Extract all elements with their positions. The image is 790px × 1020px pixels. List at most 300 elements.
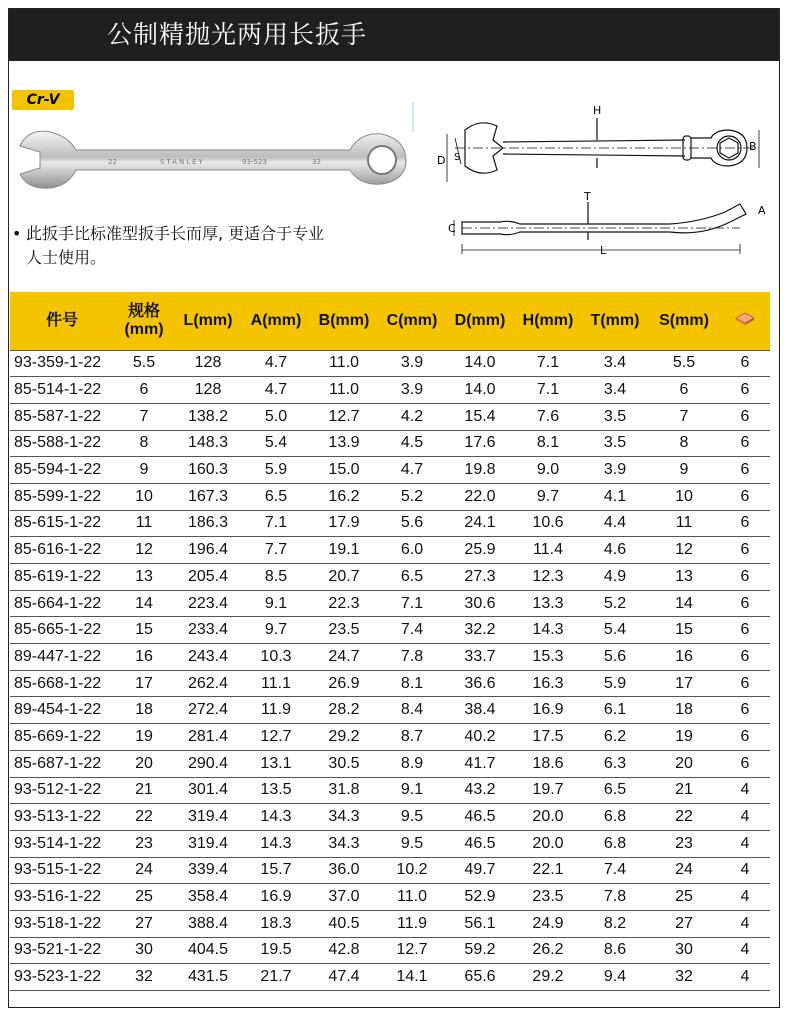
table-cell: 15.3 [532,647,564,665]
table-cell: 8 [139,434,149,452]
table-row [10,537,770,564]
table-cell: 6 [740,701,750,719]
table-cell: 17.5 [532,727,564,745]
table-cell: 85-599-1-22 [14,487,102,505]
table-cell: 27 [135,914,153,932]
table-cell: 9.5 [400,808,424,826]
table-cell: 319.4 [187,834,229,852]
table-cell: 19.5 [260,941,292,959]
table-row [10,483,770,510]
table-cell: 6.5 [603,781,627,799]
table-cell: 6 [679,381,689,399]
table-row [10,937,770,964]
table-cell: 5.4 [264,434,288,452]
table-row [10,910,770,937]
table-cell: 13 [675,567,693,585]
table-cell: 47.4 [328,968,360,986]
table-cell: 9 [679,461,689,479]
table-cell: 12 [135,541,153,559]
table-cell: 17.9 [328,514,360,532]
table-cell: 7.1 [264,514,288,532]
table-row [10,884,770,911]
table-cell: 9.1 [400,781,424,799]
table-cell: 5.6 [400,514,424,532]
label-a: A [758,204,766,217]
table-cell: 11.1 [261,674,291,692]
table-row [10,350,770,377]
table-cell: 13 [135,567,153,585]
table-cell: 243.4 [187,647,229,665]
table-cell: 85-514-1-22 [14,381,102,399]
table-cell: 3.5 [603,434,627,452]
label-b: B [749,140,757,153]
table-cell: 20.7 [328,567,360,585]
table-cell: 3.5 [603,407,627,425]
table-cell: 17.6 [464,434,496,452]
table-cell: 11.4 [533,541,563,559]
table-cell: 404.5 [187,941,229,959]
table-cell: 7 [139,407,149,425]
table-row [10,830,770,857]
table-cell: 18.6 [532,754,564,772]
table-cell: 6 [740,621,750,639]
table-cell: 15.4 [464,407,496,425]
table-cell: 272.4 [187,701,229,719]
table-cell: 186.3 [187,514,229,532]
table-cell: 10 [135,487,153,505]
table-cell: 6 [740,727,750,745]
table-cell: 19.1 [328,541,360,559]
table-cell: 10 [675,487,693,505]
table-cell: 4 [740,888,750,906]
table-cell: 20.0 [532,808,564,826]
wrench-marking-brand: STANLEY [160,158,205,166]
table-cell: 40.2 [464,727,496,745]
table-cell: 33.7 [464,647,496,665]
col-header-b: B(mm) [318,311,370,329]
table-cell: 8.2 [603,914,627,932]
table-cell: 9.4 [603,968,627,986]
table-cell: 6.5 [400,567,424,585]
table-cell: 93-359-1-22 [14,354,102,372]
wrench-marking-left: 22 [108,158,117,166]
table-cell: 6 [740,647,750,665]
table-cell: 5.2 [603,594,627,612]
table-cell: 16.9 [260,888,292,906]
table-cell: 10.3 [260,647,292,665]
table-cell: 20 [135,754,153,772]
table-cell: 13.3 [532,594,564,612]
table-cell: 85-668-1-22 [14,674,102,692]
table-cell: 9.7 [536,487,560,505]
table-cell: 6 [740,674,750,692]
table-cell: 5.2 [400,487,424,505]
table-cell: 30.5 [328,754,360,772]
table-cell: 16.9 [532,701,564,719]
table-cell: 24.9 [532,914,564,932]
table-row [10,724,770,751]
table-cell: 4 [740,941,750,959]
table-header-row [10,292,770,350]
divider-line [412,102,414,132]
table-cell: 11 [135,514,153,532]
table-cell: 9.0 [536,461,560,479]
label-s: S [454,152,461,163]
table-cell: 21.7 [260,968,292,986]
table-cell: 25.9 [464,541,496,559]
table-cell: 4 [740,808,750,826]
col-header-h: H(mm) [522,311,574,329]
table-cell: 30.6 [464,594,496,612]
table-cell: 196.4 [187,541,229,559]
table-cell: 85-615-1-22 [14,514,102,532]
table-cell: 93-515-1-22 [14,861,102,879]
table-cell: 24 [675,861,693,879]
table-cell: 8.9 [400,754,424,772]
table-cell: 13.9 [328,434,360,452]
table-cell: 12.3 [532,567,564,585]
spec-table [10,292,770,991]
table-cell: 11.9 [397,914,427,932]
table-cell: 17 [135,674,153,692]
label-h: H [593,104,602,117]
table-cell: 93-514-1-22 [14,834,102,852]
table-row [10,644,770,671]
table-cell: 16.2 [328,487,360,505]
table-cell: 5.4 [603,621,627,639]
description-line-2: 人士使用。 [26,248,107,267]
table-cell: 40.5 [328,914,360,932]
table-cell: 6.1 [603,701,627,719]
table-cell: 18 [135,701,153,719]
table-cell: 6 [740,381,750,399]
table-cell: 12 [675,541,693,559]
table-row [10,804,770,831]
table-cell: 7.4 [400,621,424,639]
table-cell: 3.9 [400,381,424,399]
table-cell: 339.4 [187,861,229,879]
table-cell: 4.7 [264,381,288,399]
table-cell: 148.3 [187,434,229,452]
table-cell: 5.0 [264,407,288,425]
table-cell: 6 [740,594,750,612]
table-cell: 85-669-1-22 [14,727,102,745]
table-cell: 358.4 [187,888,229,906]
table-cell: 85-616-1-22 [14,541,102,559]
table-cell: 4.6 [603,541,627,559]
table-cell: 6.0 [400,541,424,559]
table-cell: 8.7 [400,727,424,745]
table-row [10,617,770,644]
table-cell: 4.2 [400,407,424,425]
table-cell: 138.2 [187,407,229,425]
table-row [10,857,770,884]
table-cell: 262.4 [187,674,229,692]
table-row [10,777,770,804]
table-cell: 7.1 [536,381,560,399]
table-cell: 17 [675,674,693,692]
table-cell: 34.3 [328,808,360,826]
table-cell: 38.4 [464,701,496,719]
table-cell: 15.0 [328,461,360,479]
table-cell: 16.3 [532,674,564,692]
table-cell: 93-513-1-22 [14,808,102,826]
table-cell: 93-523-1-22 [14,968,102,986]
table-cell: 26.2 [532,941,564,959]
table-row [10,510,770,537]
table-cell: 24 [135,861,153,879]
table-cell: 41.7 [464,754,496,772]
table-cell: 19 [675,727,693,745]
table-row [10,403,770,430]
table-cell: 85-619-1-22 [14,567,102,585]
table-cell: 6 [740,354,750,372]
table-cell: 14.0 [464,381,496,399]
table-cell: 85-588-1-22 [14,434,102,452]
table-cell: 23.5 [532,888,564,906]
table-cell: 10.2 [396,861,428,879]
table-cell: 11.0 [329,381,359,399]
table-row [10,564,770,591]
table-cell: 128 [194,381,222,399]
table-cell: 15.7 [260,861,292,879]
table-cell: 34.3 [328,834,360,852]
table-cell: 36.6 [464,674,496,692]
table-cell: 8 [679,434,689,452]
table-cell: 11.9 [261,701,291,719]
table-cell: 11 [675,514,693,532]
table-cell: 56.1 [464,914,496,932]
table-cell: 15 [135,621,153,639]
table-cell: 12.7 [396,941,428,959]
table-cell: 30 [135,941,153,959]
table-cell: 431.5 [187,968,229,986]
table-cell: 27 [675,914,693,932]
table-cell: 20 [675,754,693,772]
table-cell: 93-516-1-22 [14,888,102,906]
table-cell: 18 [675,701,693,719]
table-cell: 9 [139,461,149,479]
wrench-side-view-diagram [440,192,775,262]
table-cell: 14.3 [532,621,564,639]
table-cell: 11.0 [397,888,427,906]
table-cell: 3.4 [603,381,627,399]
table-cell: 6.3 [603,754,627,772]
table-cell: 85-664-1-22 [14,594,102,612]
wrench-top-view-diagram [425,100,775,195]
table-cell: 42.8 [328,941,360,959]
table-cell: 6 [740,461,750,479]
table-cell: 30 [675,941,693,959]
table-cell: 14.3 [260,808,292,826]
table-cell: 22.1 [532,861,564,879]
table-cell: 89-454-1-22 [14,701,102,719]
table-cell: 9.7 [264,621,288,639]
table-cell: 37.0 [328,888,360,906]
table-cell: 85-687-1-22 [14,754,102,772]
table-cell: 27.3 [464,567,496,585]
table-cell: 5.6 [603,647,627,665]
table-cell: 65.6 [464,968,496,986]
table-cell: 3.9 [400,354,424,372]
table-cell: 6.8 [603,834,627,852]
table-cell: 8.1 [400,674,424,692]
wrench-marking-model: 93-523 [242,158,267,166]
table-cell: 6 [740,407,750,425]
table-cell: 10.6 [532,514,564,532]
table-cell: 85-594-1-22 [14,461,102,479]
table-cell: 32 [675,968,693,986]
table-cell: 7 [679,407,689,425]
table-cell: 19 [135,727,153,745]
table-cell: 4 [740,861,750,879]
table-cell: 233.4 [187,621,229,639]
table-cell: 13.5 [260,781,292,799]
table-cell: 301.4 [187,781,229,799]
col-header-a: A(mm) [250,311,302,329]
table-cell: 4 [740,781,750,799]
table-cell: 23 [675,834,693,852]
table-cell: 46.5 [464,834,496,852]
table-cell: 128 [194,354,222,372]
table-cell: 3.9 [603,461,627,479]
table-cell: 205.4 [187,567,229,585]
label-t: T [584,192,591,203]
table-cell: 31.8 [328,781,360,799]
table-cell: 85-665-1-22 [14,621,102,639]
label-l: L [600,244,607,257]
table-cell: 6 [740,567,750,585]
table-cell: 5.5 [672,354,696,372]
table-row [10,964,770,991]
table-cell: 12.7 [328,407,360,425]
table-cell: 14.1 [396,968,428,986]
table-cell: 7.1 [536,354,560,372]
table-row [10,430,770,457]
description-line-1: 此扳手比标准型扳手长而厚, 更适合于专业 [26,224,325,243]
table-cell: 6.2 [603,727,627,745]
table-cell: 14.3 [260,834,292,852]
table-cell: 19.8 [464,461,496,479]
table-cell: 49.7 [464,861,496,879]
table-row [10,750,770,777]
table-cell: 6 [139,381,149,399]
table-cell: 388.4 [187,914,229,932]
material-badge [12,90,74,110]
table-cell: 22 [675,808,693,826]
table-cell: 167.3 [187,487,229,505]
table-cell: 24.7 [328,647,360,665]
table-cell: 11.0 [329,354,359,372]
table-cell: 22 [135,808,153,826]
wrench-photo [10,118,410,198]
table-cell: 4.5 [400,434,424,452]
table-cell: 5.9 [603,674,627,692]
table-cell: 13.1 [260,754,292,772]
table-cell: 93-518-1-22 [14,914,102,932]
table-cell: 29.2 [328,727,360,745]
col-header-d: D(mm) [454,311,506,329]
table-cell: 14 [135,594,153,612]
table-cell: 15 [675,621,693,639]
table-row [10,590,770,617]
table-cell: 4 [740,834,750,852]
table-cell: 14 [675,594,693,612]
table-cell: 93-521-1-22 [14,941,102,959]
title-bar [9,9,779,61]
table-cell: 19.7 [532,781,564,799]
table-cell: 36.0 [328,861,360,879]
table-cell: 4 [740,914,750,932]
table-cell: 319.4 [187,808,229,826]
table-cell: 6.8 [603,808,627,826]
table-cell: 16 [675,647,693,665]
table-cell: 4.9 [603,567,627,585]
table-cell: 6.5 [264,487,288,505]
table-cell: 7.6 [536,407,560,425]
table-cell: 5.9 [264,461,288,479]
table-cell: 43.2 [464,781,496,799]
table-cell: 4.7 [400,461,424,479]
table-cell: 32.2 [464,621,496,639]
col-header-spec: 规格 (mm) [124,302,164,338]
table-row [10,670,770,697]
table-cell: 16 [135,647,153,665]
label-c: C [448,222,456,235]
table-cell: 24.1 [464,514,496,532]
table-cell: 59.2 [464,941,496,959]
table-cell: 6 [740,434,750,452]
table-cell: 22.3 [328,594,360,612]
table-cell: 46.5 [464,808,496,826]
material-badge-label: Cr-V [26,92,60,108]
table-row [10,697,770,724]
table-cell: 290.4 [187,754,229,772]
table-row [10,377,770,404]
table-cell: 8.6 [603,941,627,959]
table-cell: 25 [675,888,693,906]
table-cell: 29.2 [532,968,564,986]
table-cell: 52.9 [464,888,496,906]
box-icon [734,310,756,326]
wrench-marking-right: 32 [312,158,321,166]
table-cell: 21 [675,781,693,799]
table-cell: 7.8 [400,647,424,665]
table-cell: 89-447-1-22 [14,647,102,665]
table-cell: 20.0 [532,834,564,852]
table-cell: 26.9 [328,674,360,692]
table-cell: 8.1 [536,434,560,452]
label-d: D [437,154,446,167]
table-cell: 5.5 [132,354,156,372]
col-header-s: S(mm) [659,311,709,329]
table-cell: 22.0 [464,487,496,505]
col-header-c: C(mm) [386,311,438,329]
table-cell: 21 [135,781,153,799]
table-cell: 7.1 [400,594,424,612]
table-cell: 160.3 [187,461,229,479]
table-cell: 28.2 [328,701,360,719]
page-title: 公制精抛光两用长扳手 [107,20,368,49]
col-header-part-no: 件号 [45,311,78,329]
table-cell: 223.4 [187,594,229,612]
table-cell: 3.4 [603,354,627,372]
table-cell: 14.0 [464,354,496,372]
table-cell: 7.4 [603,861,627,879]
table-cell: 4 [740,968,750,986]
table-cell: 32 [135,968,153,986]
col-header-l: L(mm) [183,311,233,329]
